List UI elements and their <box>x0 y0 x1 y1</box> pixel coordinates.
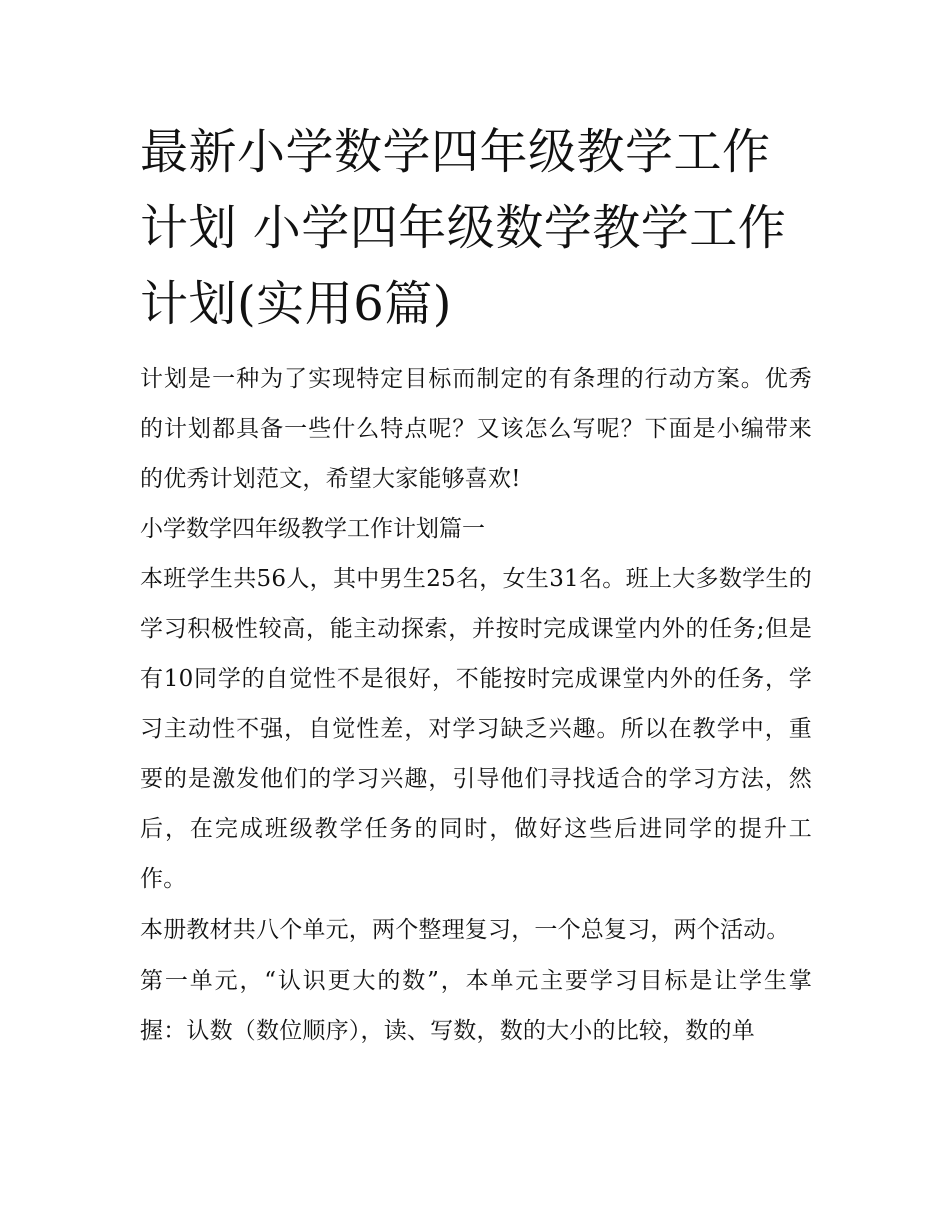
intro-paragraph: 计划是一种为了实现特定目标而制定的有条理的行动方案。优秀的计划都具备一些什么特点呢？又该怎么写呢？下面是小编带来的优秀计划范文，希望大家能够喜欢! <box>140 366 812 492</box>
section-heading: 小学数学四年级教学工作计划篇一 <box>140 516 485 542</box>
document-body <box>140 114 812 1056</box>
paragraph-textbook-overview: 本册教材共八个单元，两个整理复习，一个总复习，两个活动。 <box>140 917 790 943</box>
paragraph-unit-one: 第一单元，“认识更大的数”，本单元主要学习目标是让学生掌握：认数（数位顺序），读、写数，数的大小的比较，数的单 <box>140 968 812 1044</box>
paragraph-class-situation: 本班学生共56人，其中男生25名，女生31名。班上大多数学生的学习积极性较高，能主动探索，并按时完成课堂内外的任务;但是有10同学的自觉性不是很好，不能按时完成课堂内外的任务，学习主动性不强，自觉性差，对学习缺乏兴趣。所以在教学中，重要的是激发他们的学习兴趣，引导他们寻找适合的学习方法，然后，在完成班级教学任务的同时，做好这些后进同学的提升工作。 <box>140 566 812 892</box>
document-title: 最新小学数学四年级教学工作计划 小学四年级数学教学工作计划(实用6篇) <box>140 124 787 332</box>
